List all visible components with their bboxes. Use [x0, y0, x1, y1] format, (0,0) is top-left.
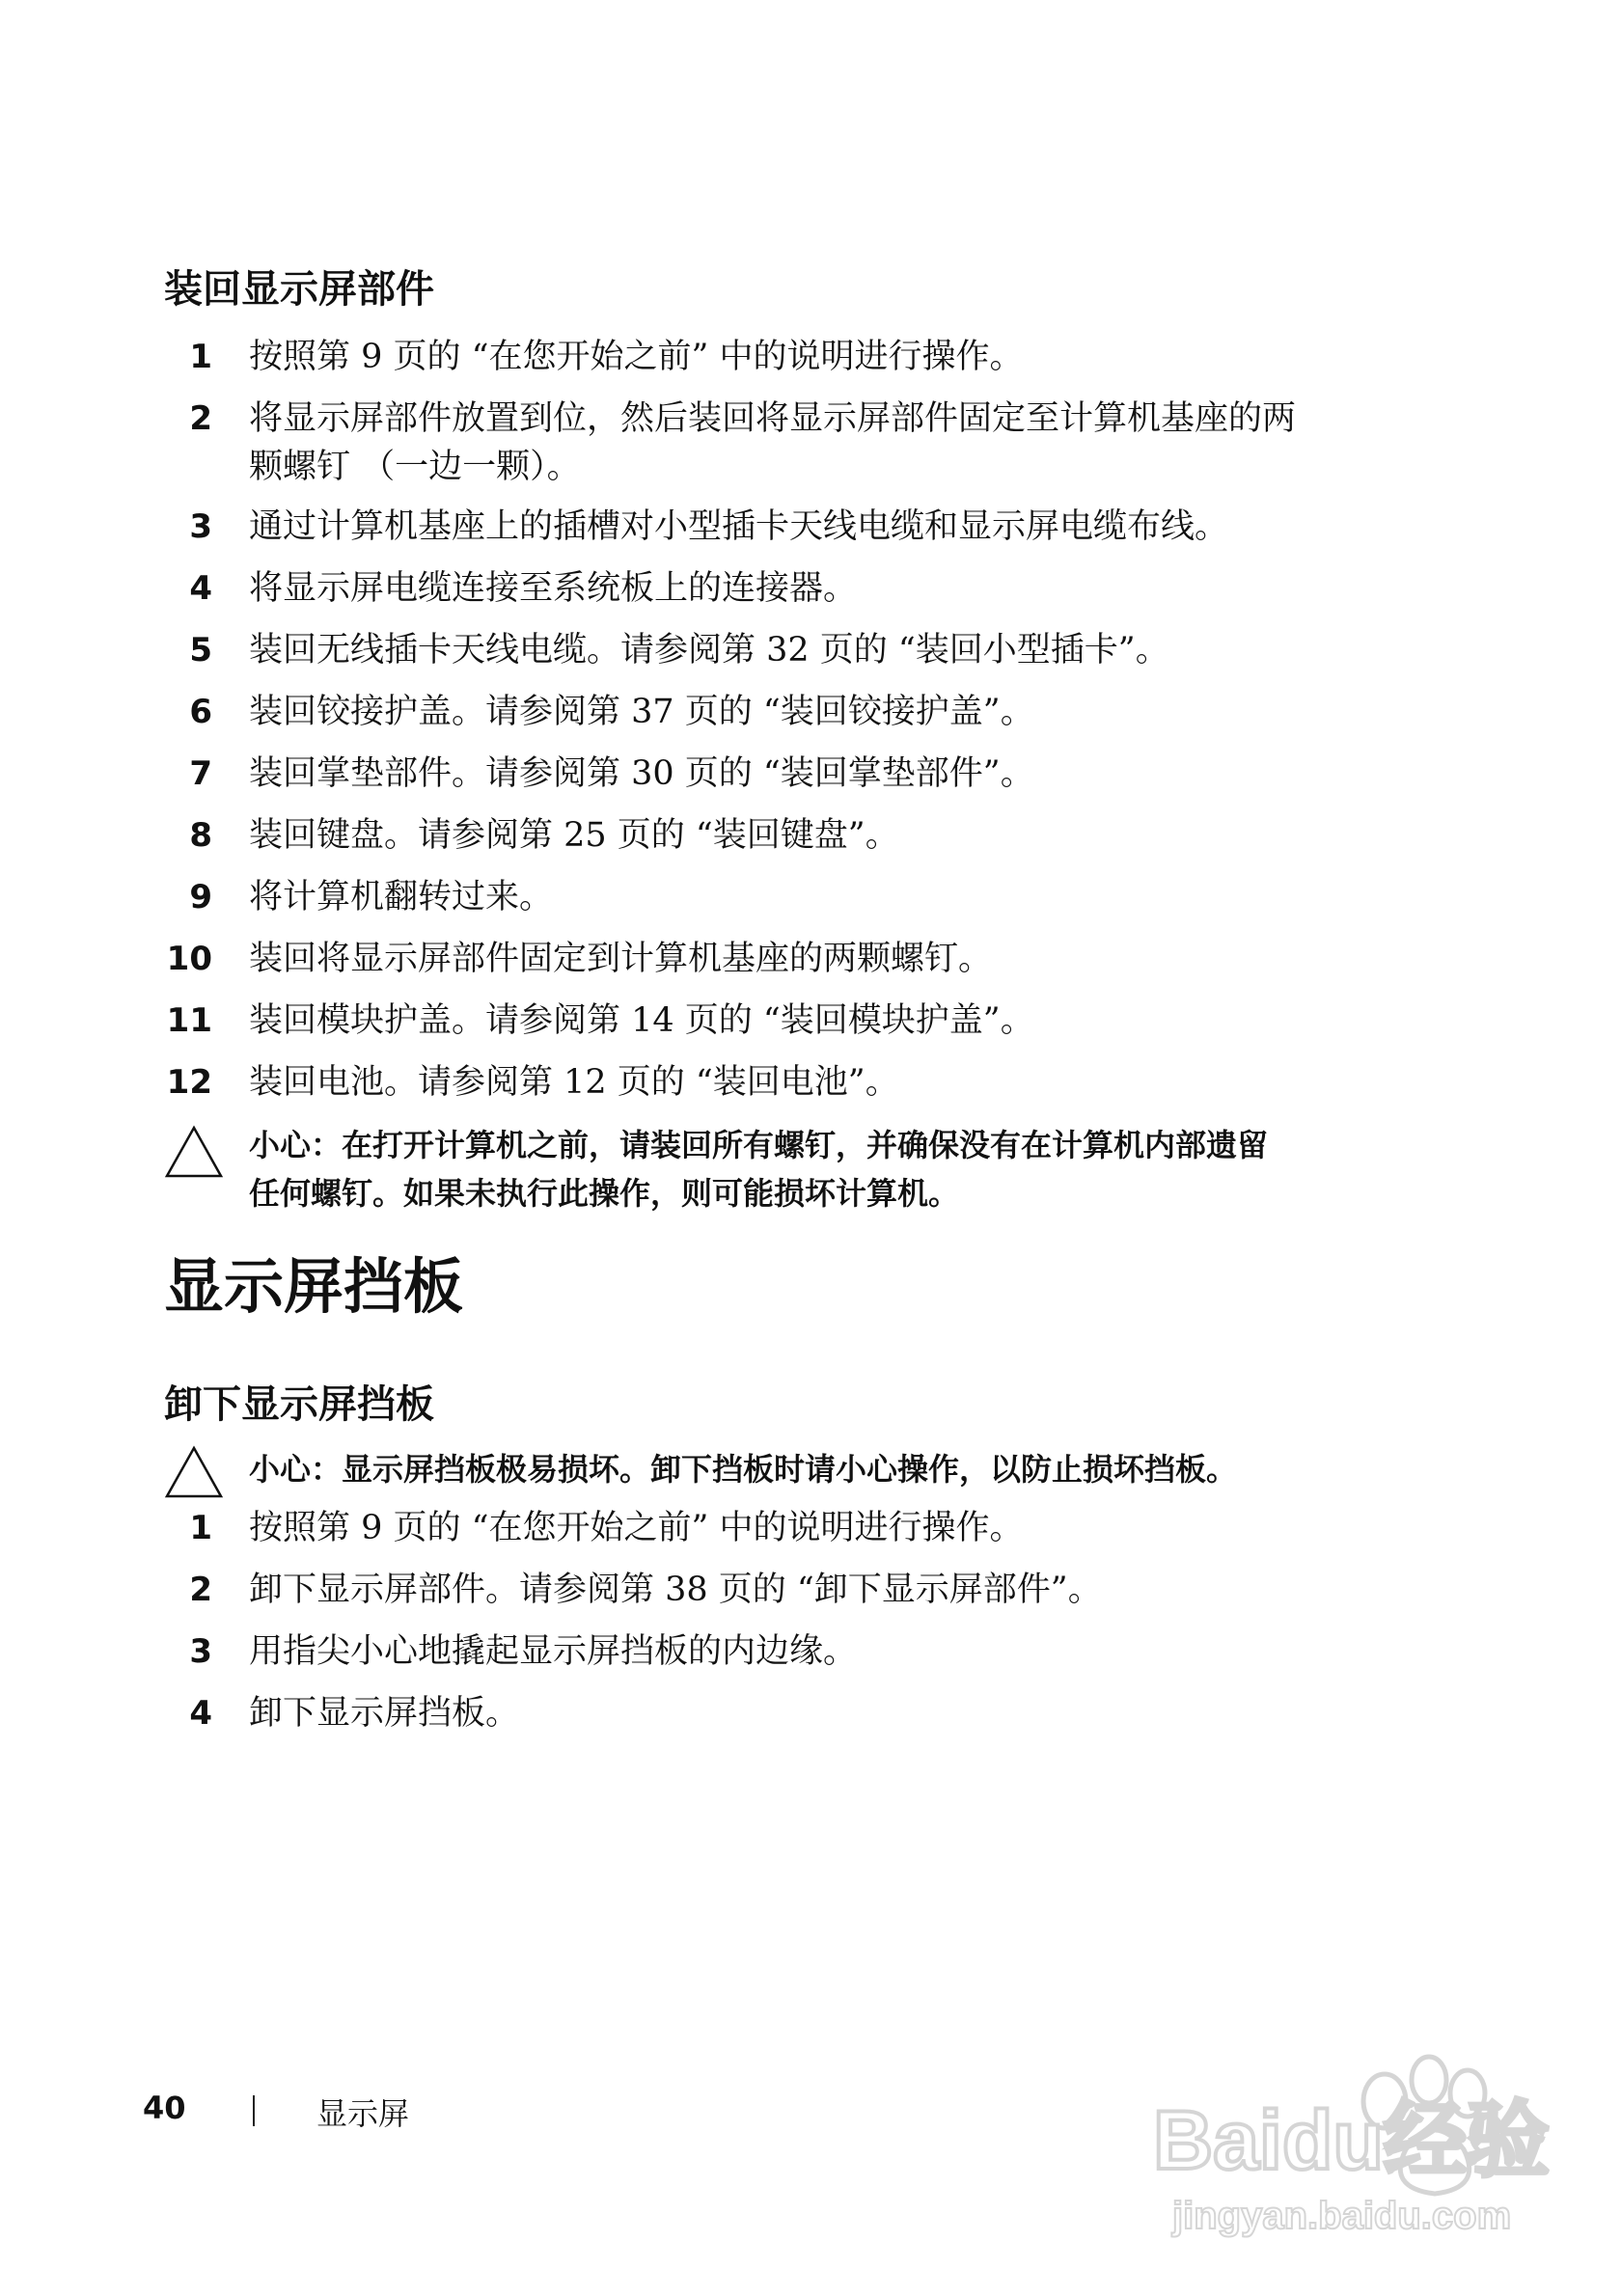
step-text: 按照第 9 页的 “在您开始之前” 中的说明进行操作。 — [249, 338, 1024, 376]
step-number: 2 — [189, 399, 212, 438]
step-number: 11 — [166, 1001, 212, 1040]
caution-text: 任何螺钉。如果未执行此操作，则可能损坏计算机。 — [249, 1175, 960, 1212]
step-number: 7 — [189, 754, 212, 793]
step-text: 装回键盘。请参阅第 25 页的 “装回键盘”。 — [249, 816, 899, 855]
step-text: 通过计算机基座上的插槽对小型插卡天线电缆和显示屏电缆布线。 — [249, 507, 1229, 546]
step-number: 12 — [166, 1063, 212, 1102]
step-text: 卸下显示屏挡板。 — [249, 1694, 520, 1733]
step-number: 10 — [166, 940, 212, 978]
footer-section-title: 显示屏 — [316, 2095, 410, 2132]
step-number: 6 — [189, 693, 212, 731]
step-number: 1 — [189, 1509, 212, 1547]
step-number: 5 — [189, 631, 212, 670]
step-number: 3 — [189, 1632, 212, 1671]
step-number: 9 — [189, 878, 212, 916]
step-text: 装回掌垫部件。请参阅第 30 页的 “装回掌垫部件”。 — [249, 754, 1034, 793]
watermark-brand-text: Baidu经验 — [1153, 2094, 1550, 2187]
baidu-logo-icon — [1153, 2005, 1558, 2255]
step-text: 装回将显示屏部件固定到计算机基座的两颗螺钉。 — [249, 940, 993, 978]
step-text: 装回电池。请参阅第 12 页的 “装回电池”。 — [249, 1063, 899, 1102]
step-text: 用指尖小心地撬起显示屏挡板的内边缘。 — [249, 1632, 858, 1671]
step-number: 4 — [189, 569, 212, 608]
footer-separator — [253, 2095, 255, 2126]
caution-text: 小心：显示屏挡板极易损坏。卸下挡板时请小心操作，以防止损坏挡板。 — [249, 1451, 1238, 1488]
watermark-url-text: jingyan.baidu.com — [1172, 2195, 1512, 2237]
step-number: 2 — [189, 1571, 212, 1609]
step-number: 8 — [189, 816, 212, 855]
step-number: 4 — [189, 1694, 212, 1733]
step-text: 装回模块护盖。请参阅第 14 页的 “装回模块护盖”。 — [249, 1001, 1034, 1040]
baidu-jingyan-watermark — [1153, 2005, 1558, 2255]
step-text: 将计算机翻转过来。 — [249, 878, 554, 916]
chapter-title: 显示屏挡板 — [164, 1251, 464, 1322]
step-text: 按照第 9 页的 “在您开始之前” 中的说明进行操作。 — [249, 1509, 1024, 1547]
step-text: 卸下显示屏部件。请参阅第 38 页的 “卸下显示屏部件”。 — [249, 1571, 1102, 1609]
step-number: 1 — [189, 338, 212, 376]
step-text: 将显示屏部件放置到位，然后装回将显示屏部件固定至计算机基座的两 — [249, 399, 1297, 438]
section-heading-remove-bezel: 卸下显示屏挡板 — [164, 1382, 434, 1427]
caution-triangle-icon — [164, 1445, 224, 1499]
caution-triangle-icon — [164, 1125, 224, 1179]
step-text: 装回无线插卡天线电缆。请参阅第 32 页的 “装回小型插卡”。 — [249, 631, 1169, 670]
section-heading-reinstall-display: 装回显示屏部件 — [164, 267, 434, 312]
caution-text: 小心：在打开计算机之前，请装回所有螺钉，并确保没有在计算机内部遗留 — [249, 1127, 1269, 1163]
step-text: 装回铰接护盖。请参阅第 37 页的 “装回铰接护盖”。 — [249, 693, 1034, 731]
step-text: 颗螺钉 （一边一颗）。 — [249, 448, 581, 486]
step-text: 将显示屏电缆连接至系统板上的连接器。 — [249, 569, 858, 608]
page-number: 40 — [143, 2090, 186, 2126]
step-number: 3 — [189, 507, 212, 546]
